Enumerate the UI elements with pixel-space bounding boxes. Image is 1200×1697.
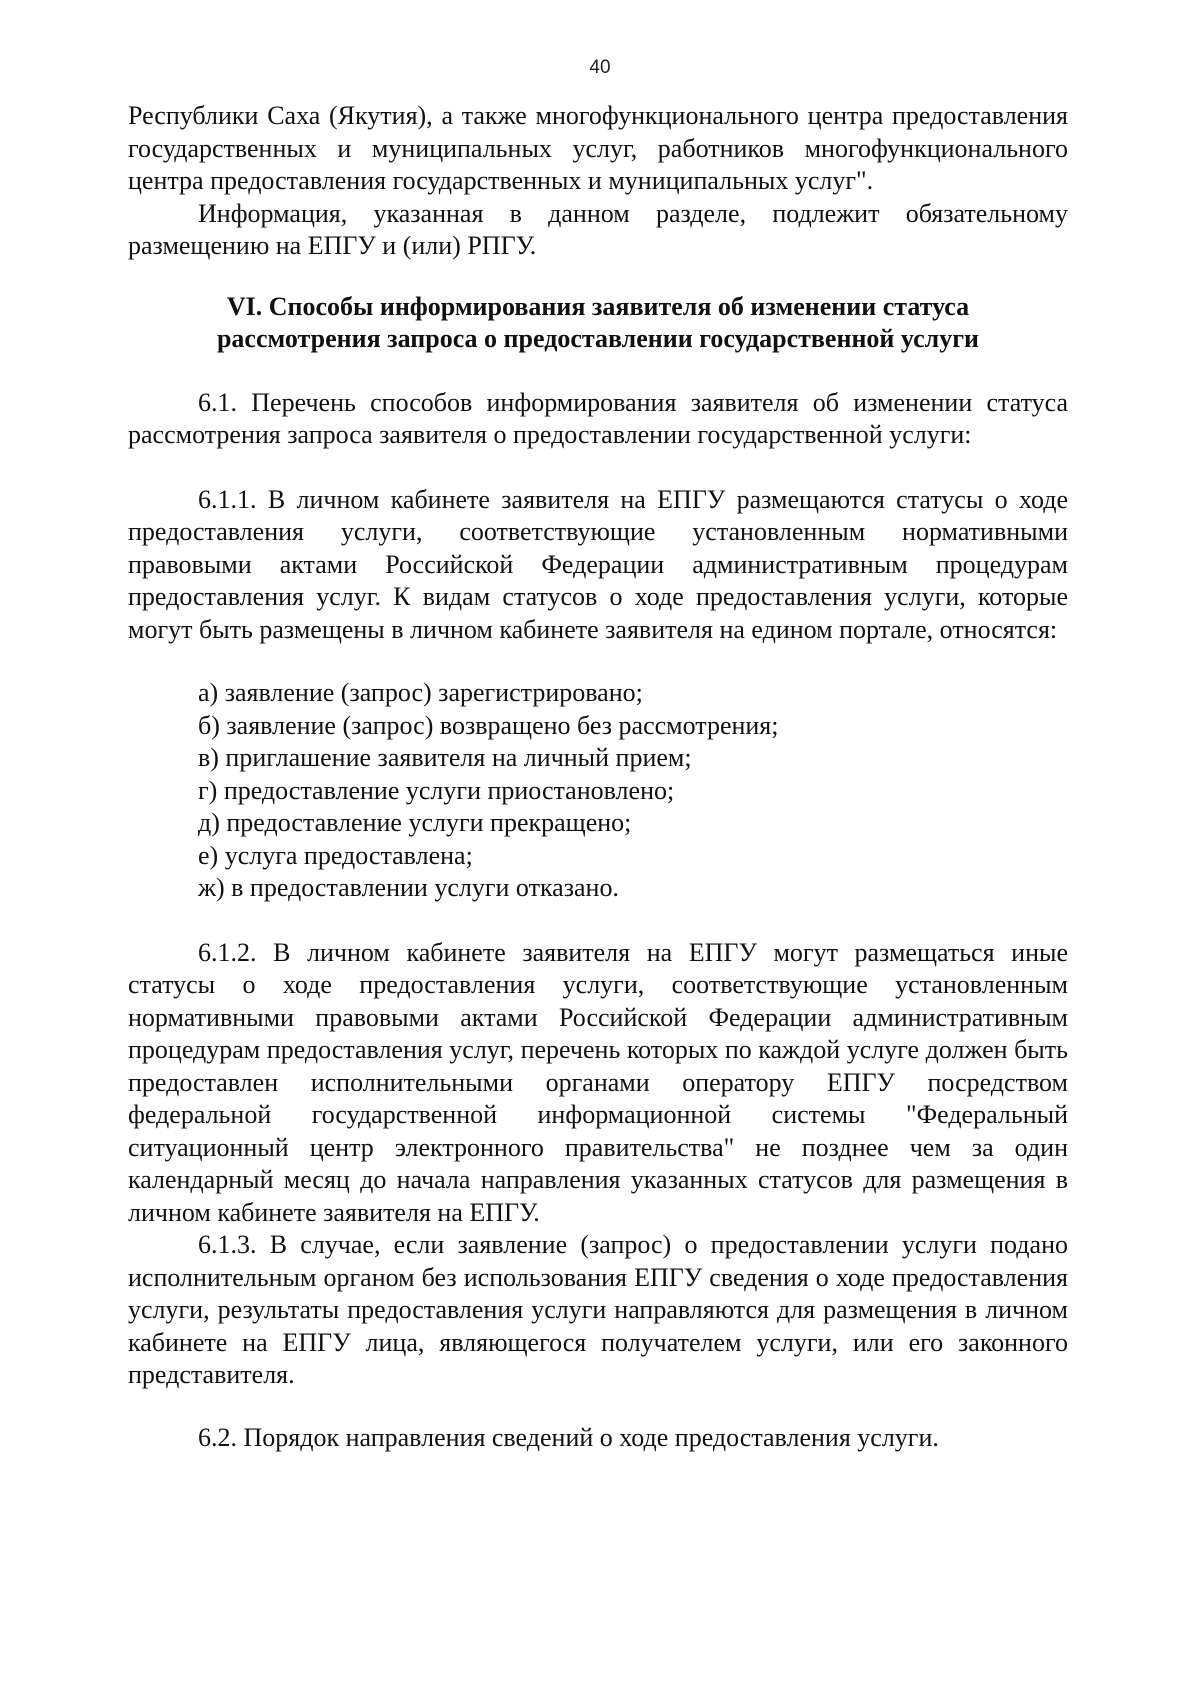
section-heading-line-1: VI. Способы информирования заявителя об изменении статуса <box>226 291 970 321</box>
clause-6-1-2: 6.1.2. В личном кабинете заявителя на ЕПГУ могут размещаться иные статусы о ходе предоставления услуги, соответствующие установленным нормативными правовыми актами Российской Федерации административным процедурам предоставления услуг, перечень которых по каждой услуге должен быть предоставлен исполнительными органами оператору ЕПГУ посредством федеральной государственной информационной системы "Федеральный ситуационный центр электронного правительства" не позднее чем за один календарный месяц до начала направления указанных статусов для размещения в личном кабинете заявителя на ЕПГУ. <box>128 937 1068 1227</box>
status-list-item: б) заявление (запрос) возвращено без рассмотрения; <box>198 710 779 740</box>
clause-6-1-3: 6.1.3. В случае, если заявление (запрос) о предоставлении услуги подано исполнительным органом без использования ЕПГУ сведения о ходе предоставления услуги, результаты предоставления услуги направляются для размещения в личном кабинете на ЕПГУ лица, являющегося получателем услуги, или его законного представителя. <box>128 1230 1068 1389</box>
status-list-item: д) предоставление услуги прекращено; <box>198 808 632 837</box>
clause-6-2: 6.2. Порядок направления сведений о ходе предоставления услуги. <box>198 1422 939 1452</box>
status-list-item: е) услуга предоставлена; <box>198 840 473 870</box>
section-heading <box>128 291 1068 355</box>
page-number: 40 <box>589 57 611 78</box>
status-list <box>128 677 1068 905</box>
status-list-item: в) приглашение заявителя на личный прием; <box>198 743 692 772</box>
status-list-item: а) заявление (запрос) зарегистрировано; <box>198 678 643 707</box>
clause-6-1-1: 6.1.1. В личном кабинете заявителя на ЕПГУ размещаются статусы о ходе предоставления услуги, соответствующие установленным нормативными правовыми актами Российской Федерации административным процедурам предоставления услуг. К видам статусов о ходе предоставления услуги, которые могут быть размещены в личном кабинете заявителя на едином портале, относятся: <box>128 484 1068 644</box>
clause-6-1: 6.1. Перечень способов информирования заявителя об изменении статуса рассмотрения запроса заявителя о предоставлении государственной услуги: <box>128 387 1068 449</box>
status-list-item: ж) в предоставлении услуги отказано. <box>198 873 619 902</box>
section-heading-line-2: рассмотрения запроса о предоставлении государственной услуги <box>216 323 980 353</box>
info-placement-paragraph: Информация, указанная в данном разделе, подлежит обязательному размещению на ЕПГУ и (или) РПГУ. <box>128 198 1068 260</box>
intro-continuation-paragraph: Республики Саха (Якутия), а также многофункционального центра предоставления государственных и муниципальных услуг, работников многофункционального центра предоставления государственных и муниципальных услуг". <box>128 101 1068 195</box>
status-list-item: г) предоставление услуги приостановлено; <box>198 775 675 805</box>
document-body <box>128 100 1068 1454</box>
